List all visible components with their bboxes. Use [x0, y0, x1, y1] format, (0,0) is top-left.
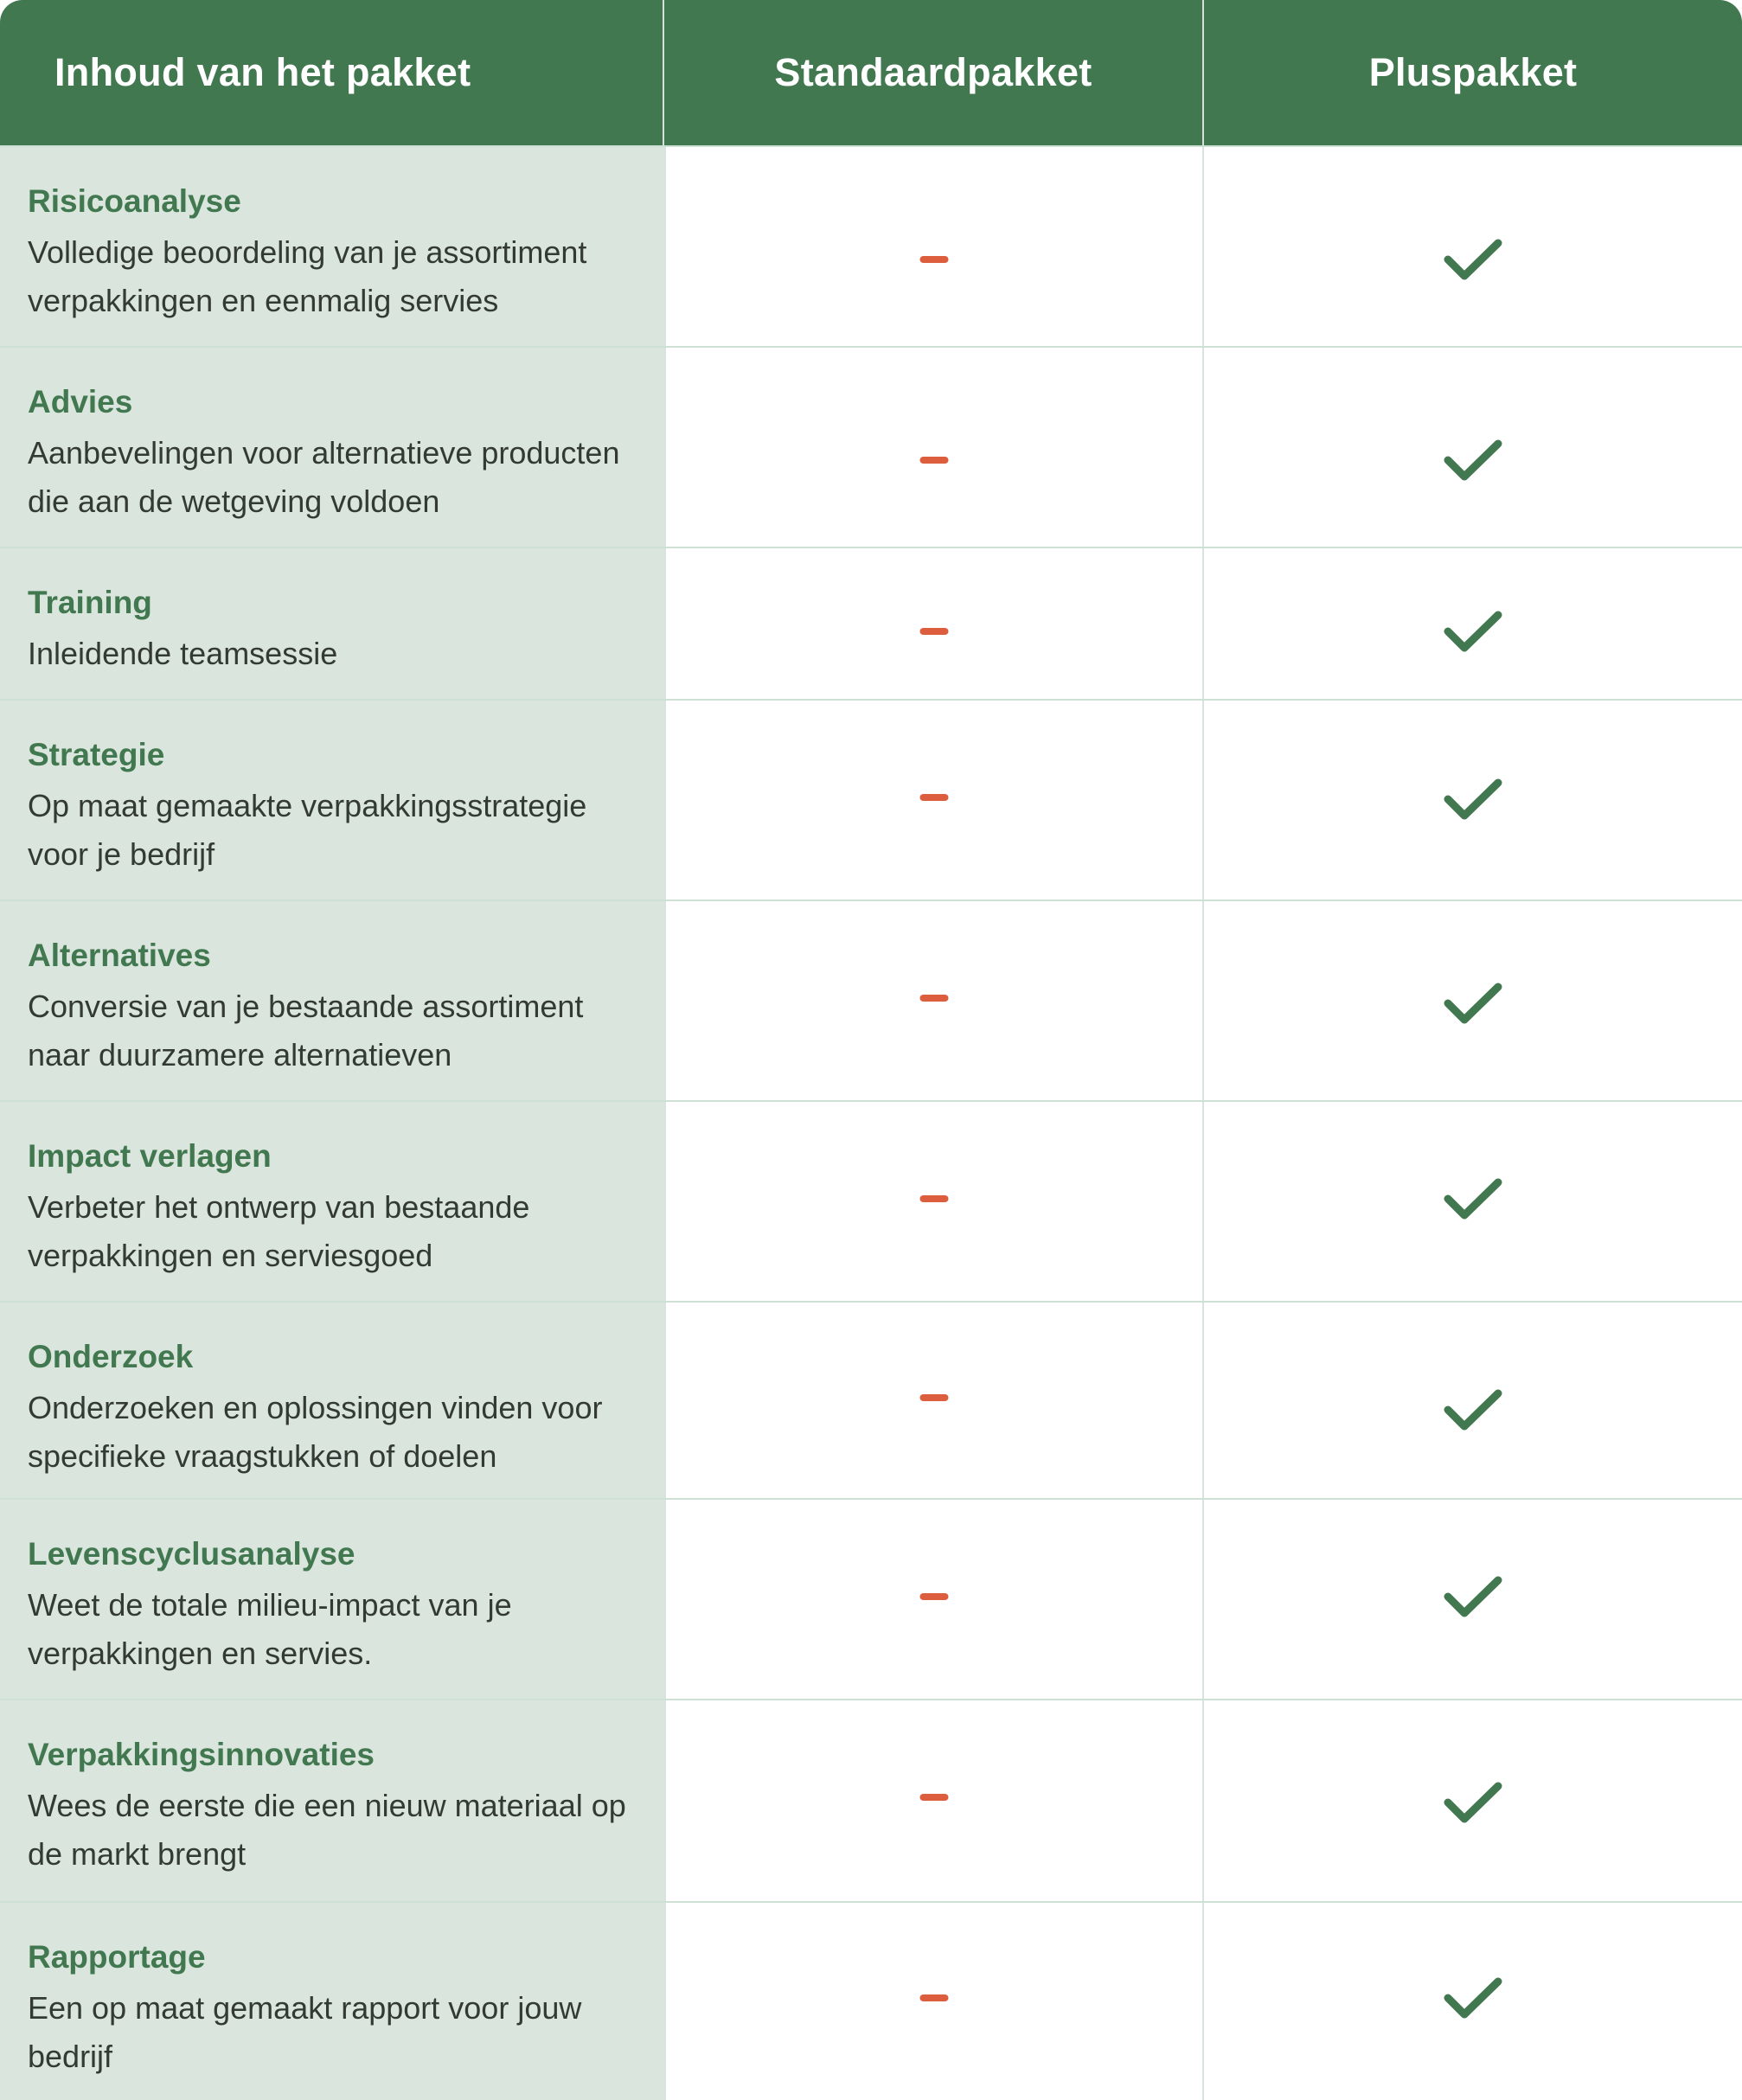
plus-cell [1204, 548, 1742, 699]
table-row [0, 1901, 1742, 2100]
table-row [0, 346, 1742, 547]
feature-cell [0, 1102, 664, 1301]
check-icon [1443, 1574, 1503, 1619]
plus-cell [1204, 1700, 1742, 1901]
feature-cell [0, 147, 664, 346]
plus-cell [1204, 1102, 1742, 1301]
header-standard-package: Standaardpakket [664, 0, 1204, 145]
check-icon [1443, 1780, 1503, 1825]
standard-cell [664, 147, 1204, 346]
feature-title: Training [28, 585, 152, 620]
feature-description: Aanbevelingen voor alternatieve producten die aan de wetgeving voldoen [28, 435, 620, 519]
check-icon [1443, 237, 1503, 282]
check-icon [1443, 777, 1503, 822]
dash-icon [920, 1195, 949, 1202]
feature-title: Levenscyclusanalyse [28, 1536, 355, 1572]
check-icon [1443, 609, 1503, 654]
check-icon [1443, 1176, 1503, 1221]
feature-description: Wees de eerste die een nieuw materiaal op de markt brengt [28, 1788, 626, 1872]
standard-cell [664, 1303, 1204, 1498]
plus-cell [1204, 1903, 1742, 2100]
table-row [0, 699, 1742, 900]
header-contents: Inhoud van het pakket [0, 0, 664, 145]
feature-title: Verpakkingsinnovaties [28, 1737, 375, 1772]
check-icon [1443, 438, 1503, 483]
feature-title: Risicoanalyse [28, 183, 241, 219]
feature-description: Volledige beoordeling van je assortiment verpakkingen en eenmalig servies [28, 234, 587, 318]
feature-title: Advies [28, 384, 133, 419]
feature-cell [0, 348, 664, 547]
feature-cell [0, 548, 664, 699]
check-icon [1443, 981, 1503, 1026]
plus-cell [1204, 1500, 1742, 1699]
feature-title: Strategie [28, 737, 165, 772]
feature-description: Op maat gemaakte verpakkingsstrategie voor je bedrijf [28, 788, 587, 872]
feature-title: Rapportage [28, 1939, 206, 1975]
standard-cell [664, 348, 1204, 547]
feature-description: Verbeter het ontwerp van bestaande verpakkingen en serviesgoed [28, 1189, 530, 1273]
table-row [0, 1699, 1742, 1901]
table-row [0, 547, 1742, 699]
dash-icon [920, 1994, 949, 2001]
dash-icon [920, 1394, 949, 1401]
feature-description: Een op maat gemaakt rapport voor jouw bedrijf [28, 1990, 582, 2074]
check-icon [1443, 1975, 1503, 2020]
dash-icon [920, 794, 949, 801]
feature-title: Alternatives [28, 938, 211, 973]
table-header [0, 0, 1742, 145]
standard-cell [664, 1700, 1204, 1901]
plus-cell [1204, 701, 1742, 900]
table-row [0, 1100, 1742, 1301]
feature-cell [0, 1700, 664, 1901]
table-row [0, 1301, 1742, 1498]
standard-cell [664, 548, 1204, 699]
feature-description: Inleidende teamsessie [28, 636, 338, 671]
feature-cell [0, 1903, 664, 2100]
feature-cell [0, 1303, 664, 1498]
feature-cell [0, 901, 664, 1100]
standard-cell [664, 901, 1204, 1100]
feature-description: Weet de totale milieu-impact van je verpakkingen en servies. [28, 1587, 512, 1671]
standard-cell [664, 1500, 1204, 1699]
feature-title: Impact verlagen [28, 1138, 272, 1174]
standard-cell [664, 701, 1204, 900]
dash-icon [920, 457, 949, 464]
plus-cell [1204, 901, 1742, 1100]
standard-cell [664, 1903, 1204, 2100]
dash-icon [920, 1794, 949, 1801]
table-row [0, 145, 1742, 346]
feature-cell [0, 1500, 664, 1699]
plus-cell [1204, 147, 1742, 346]
feature-description: Onderzoeken en oplossingen vinden voor specifieke vraagstukken of doelen [28, 1390, 603, 1474]
plus-cell [1204, 1303, 1742, 1498]
table-row [0, 1498, 1742, 1699]
feature-cell [0, 701, 664, 900]
dash-icon [920, 256, 949, 263]
table-row [0, 900, 1742, 1100]
plus-cell [1204, 348, 1742, 547]
feature-description: Conversie van je bestaande assortiment naar duurzamere alternatieven [28, 989, 584, 1072]
dash-icon [920, 995, 949, 1002]
dash-icon [920, 628, 949, 635]
feature-title: Onderzoek [28, 1339, 194, 1374]
standard-cell [664, 1102, 1204, 1301]
dash-icon [920, 1593, 949, 1600]
check-icon [1443, 1387, 1503, 1432]
header-plus-package: Pluspakket [1368, 50, 1578, 94]
